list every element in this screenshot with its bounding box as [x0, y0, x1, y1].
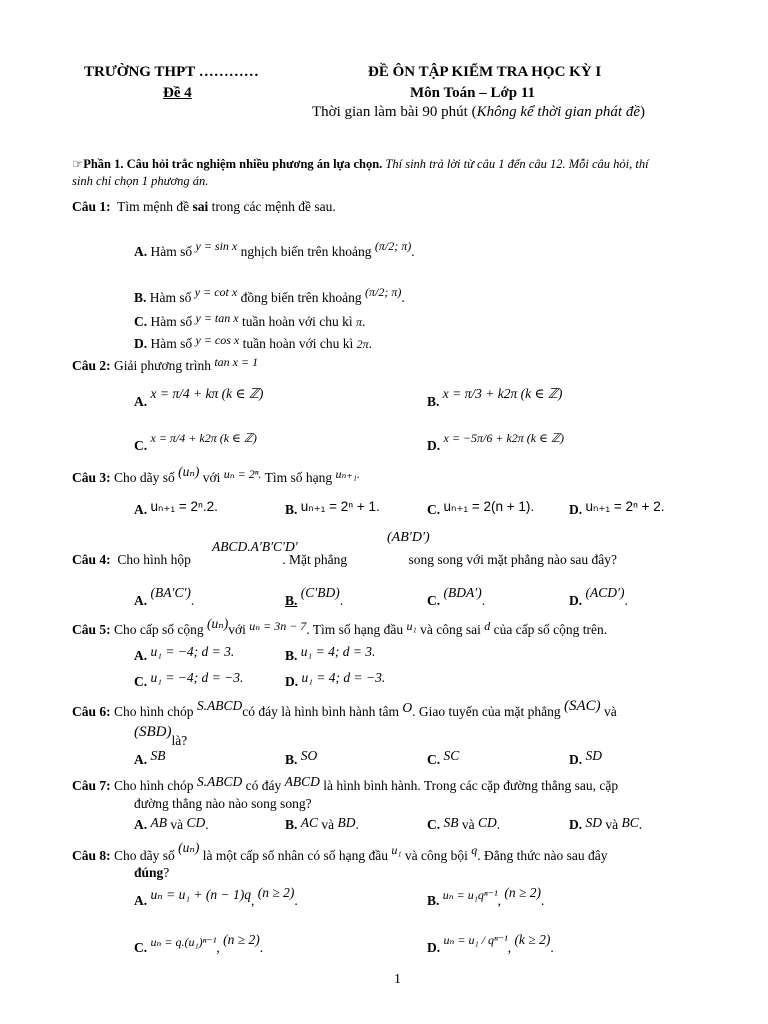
pointing-hand-icon: ☞	[72, 157, 84, 171]
exam-number: Đề 4	[163, 85, 192, 101]
q7-stem-2: đường thẳng nào nào song song?	[134, 796, 312, 811]
q6-option-c[interactable]: C. SC	[427, 748, 460, 767]
q6-option-d[interactable]: D. SD	[569, 748, 602, 767]
q8-option-c[interactable]: C. uₙ = q.(u₁)ⁿ⁻¹, (n ≥ 2).	[134, 932, 264, 955]
q7-option-b[interactable]: B. AC và BD.	[285, 815, 359, 832]
q4-stem: Câu 4: Cho hình hộp . Mặt phẳng song song với mặt phẳng nào sau đây?	[72, 552, 618, 567]
part1-heading: ☞Phần 1. Câu hỏi trắc nghiệm nhiều phương án lựa chọn. Thí sinh trả lời từ câu 1 đến câu 12. Mỗi câu hỏi, thí	[72, 157, 649, 171]
q1-option-a[interactable]: A. Hàm số y = sin x nghịch biến trên khoảng (π/2; π).	[134, 239, 415, 259]
school-name: TRƯỜNG THPT …………	[84, 64, 259, 80]
q8-stem-2: đúng?	[134, 865, 170, 880]
q5-stem: Câu 5: Cho cấp số cộng (uₙ)với uₙ = 3n − 7. Tìm số hạng đầu u₁ và công sai d của cấp số cộng trên.	[72, 616, 608, 637]
q2-stem: Câu 2: Giải phương trình tan x = 1	[72, 355, 259, 373]
q8-option-a[interactable]: A. uₙ = u₁ + (n − 1)q, (n ≥ 2).	[134, 885, 298, 908]
q4-option-a[interactable]: A. (BA′C′).	[134, 585, 195, 608]
exam-time: Thời gian làm bài 90 phút (Không kể thời gian phát đề)	[312, 104, 645, 120]
q6-stem-2: (SBD)là?	[134, 724, 188, 748]
q3-option-d[interactable]: D. uₙ₊₁ = 2ⁿ + 2.	[569, 499, 665, 517]
q2-option-c[interactable]: C. x = π/4 + k2π (k ∈ ℤ)	[134, 431, 257, 453]
q6-option-a[interactable]: A. SB	[134, 748, 166, 767]
q1-option-d[interactable]: D. Hàm số y = cos x tuần hoàn với chu kì 2π.	[134, 333, 373, 351]
q7-stem: Câu 7: Cho hình chóp S.ABCD có đáy ABCD là hình bình hành. Trong các cặp đường thẳng sau, cặp	[72, 774, 619, 793]
page-number: 1	[394, 972, 401, 987]
q8-stem: Câu 8: Cho dãy số (uₙ) là một cấp số nhân có số hạng đầu u₁ và công bội q. Đẳng thức nào sau đây	[72, 840, 608, 863]
q7-option-c[interactable]: C. SB và CD.	[427, 815, 501, 832]
q5-option-d[interactable]: D. u₁ = 4; d = −3.	[285, 670, 386, 689]
q3-stem: Câu 3: Cho dãy số (uₙ) với uₙ = 2ⁿ. Tìm số hạng uₙ₊₁.	[72, 464, 360, 485]
q1-stem: Câu 1: Tìm mệnh đề sai trong các mệnh đề sau.	[72, 199, 336, 214]
q1-option-b[interactable]: B. Hàm số y = cot x đồng biến trên khoảng (π/2; π).	[134, 285, 405, 305]
q6-option-b[interactable]: B. SO	[285, 748, 318, 767]
q5-option-b[interactable]: B. u₁ = 4; d = 3.	[285, 644, 376, 663]
q8-option-d[interactable]: D. uₙ = u₁ / qⁿ⁻¹, (k ≥ 2).	[427, 932, 554, 955]
q4-plane: (AB′D′)	[387, 530, 430, 545]
q5-option-c[interactable]: C. u₁ = −4; d = −3.	[134, 670, 244, 689]
q1-option-c[interactable]: C. Hàm số y = tan x tuần hoàn với chu kì π.	[134, 311, 366, 329]
part1-instruction: sinh chỉ chọn 1 phương án.	[72, 174, 209, 188]
q4-solid: ABCD.A′B′C′D′	[212, 539, 298, 554]
q5-option-a[interactable]: A. u₁ = −4; d = 3.	[134, 644, 235, 663]
q4-option-b[interactable]: B. (C′BD).	[285, 585, 344, 608]
q3-option-c[interactable]: C. uₙ₊₁ = 2(n + 1).	[427, 499, 535, 517]
q2-option-d[interactable]: D. x = −5π/6 + k2π (k ∈ ℤ)	[427, 431, 564, 453]
exam-title: ĐỀ ÔN TẬP KIỂM TRA HỌC KỲ I	[368, 64, 602, 80]
q3-option-b[interactable]: B. uₙ₊₁ = 2ⁿ + 1.	[285, 499, 380, 517]
q4-option-c[interactable]: C. (BDA′).	[427, 585, 486, 608]
q4-option-d[interactable]: D. (ACD′).	[569, 585, 628, 608]
q7-option-a[interactable]: A. AB và CD.	[134, 815, 209, 832]
q3-option-a[interactable]: A. uₙ₊₁ = 2ⁿ.2.	[134, 499, 218, 517]
q6-stem: Câu 6: Cho hình chóp S.ABCDcó đáy là hình bình hành tâm O. Giao tuyến của mặt phẳng (SAC) và	[72, 698, 617, 719]
exam-subject: Môn Toán – Lớp 11	[410, 85, 536, 101]
q8-option-b[interactable]: B. uₙ = u₁qⁿ⁻¹, (n ≥ 2).	[427, 885, 545, 908]
q7-option-d[interactable]: D. SD và BC.	[569, 815, 643, 832]
q2-option-b[interactable]: B. x = π/3 + k2π (k ∈ ℤ)	[427, 386, 563, 409]
q2-option-a[interactable]: A. x = π/4 + kπ (k ∈ ℤ)	[134, 386, 264, 409]
